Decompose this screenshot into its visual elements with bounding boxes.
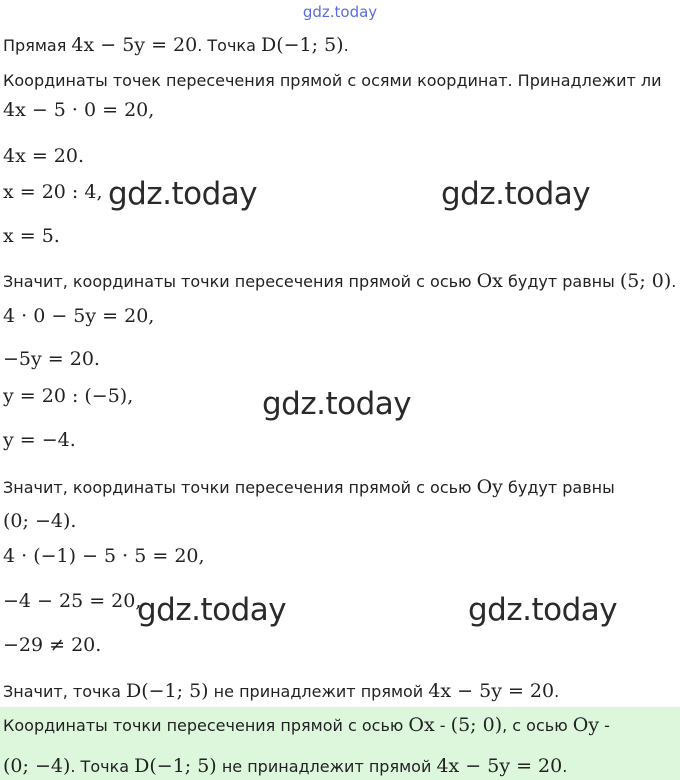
point-coords: (5; 0) <box>619 270 672 292</box>
equation: −4 − 25 = 20, <box>3 590 142 612</box>
equation: y = 20 : (−5), <box>3 385 134 407</box>
equation-line: 4x − 5y = 20 <box>428 680 555 702</box>
text-segment: Значит, точка <box>3 682 126 701</box>
solution-intro <box>3 71 662 90</box>
watermark: gdz.today <box>108 176 258 212</box>
text-segment: , с осью <box>502 716 573 735</box>
text-segment: Координаты точек пересечения прямой с осями координат. Принадлежит ли <box>3 71 662 90</box>
text-segment: - <box>434 716 451 735</box>
point-coords: (0; −4). <box>3 510 77 532</box>
watermark: gdz.today <box>441 176 591 212</box>
text-segment: . <box>562 757 568 776</box>
text-segment: Координаты точки пересечения прямой с осью <box>3 716 409 735</box>
text-segment: Прямая <box>3 36 72 55</box>
watermark: gdz.today <box>468 592 618 628</box>
watermark: gdz.today <box>137 592 287 628</box>
equation-step <box>3 510 76 532</box>
equation-step <box>3 348 100 370</box>
equation-step <box>3 305 154 327</box>
text-segment: . <box>343 36 349 55</box>
axis-label: Oy <box>476 476 503 498</box>
conclusion-oy <box>3 476 615 498</box>
equation: 4 · 0 − 5y = 20, <box>3 305 155 327</box>
equation-line: 4x − 5y = 20 <box>436 755 563 777</box>
text-segment: . Точка <box>70 757 135 776</box>
equation-step <box>3 225 60 247</box>
equation: −5y = 20. <box>3 348 100 370</box>
equation: y = −4. <box>3 429 76 451</box>
point-d: D(−1; 5) <box>134 755 217 777</box>
text-segment: . <box>554 682 560 701</box>
problem-statement <box>3 34 349 56</box>
equation: 4x = 20. <box>3 145 85 167</box>
axis-label: Ox <box>476 270 503 292</box>
equation-line: 4x − 5y = 20 <box>71 34 198 56</box>
equation-step <box>3 634 101 656</box>
conclusion-point <box>3 680 559 702</box>
answer-line-2 <box>3 755 567 777</box>
answer-line-1 <box>3 714 610 736</box>
equation-step <box>3 385 133 407</box>
equation-step <box>3 429 76 451</box>
equation: x = 5. <box>3 225 60 247</box>
text-segment: Значит, координаты точки пересечения прямой с осью <box>3 478 477 497</box>
point-coords: (5; 0) <box>450 714 503 736</box>
equation: x = 20 : 4, <box>3 181 103 203</box>
text-segment: Значит, координаты точки пересечения прямой с осью <box>3 272 477 291</box>
text-segment: не принадлежит прямой <box>208 682 429 701</box>
text-segment: будут равны <box>502 272 620 291</box>
equation-step <box>3 590 141 612</box>
equation-step <box>3 181 103 203</box>
watermark: gdz.today <box>262 386 412 422</box>
point-d: D(−1; 5) <box>125 680 209 702</box>
equation: 4 · (−1) − 5 · 5 = 20, <box>3 545 205 567</box>
equation-step <box>3 545 205 567</box>
text-segment: . <box>671 272 677 291</box>
point-coords: (0; −4) <box>3 755 71 777</box>
conclusion-ox <box>3 270 676 292</box>
watermark-top: gdz.today <box>302 3 378 21</box>
text-segment: не принадлежит прямой <box>216 757 437 776</box>
text-segment: - <box>599 716 610 735</box>
point-d: D(−1; 5) <box>260 34 344 56</box>
axis-label: Ox <box>408 714 435 736</box>
equation: 4x − 5 · 0 = 20, <box>3 99 155 121</box>
text-segment: . Точка <box>197 36 261 55</box>
equation-step <box>3 145 84 167</box>
text-segment: будут равны <box>502 478 615 497</box>
axis-label: Oy <box>572 714 600 736</box>
equation: −29 ≠ 20. <box>3 634 102 656</box>
equation-step <box>3 99 154 121</box>
